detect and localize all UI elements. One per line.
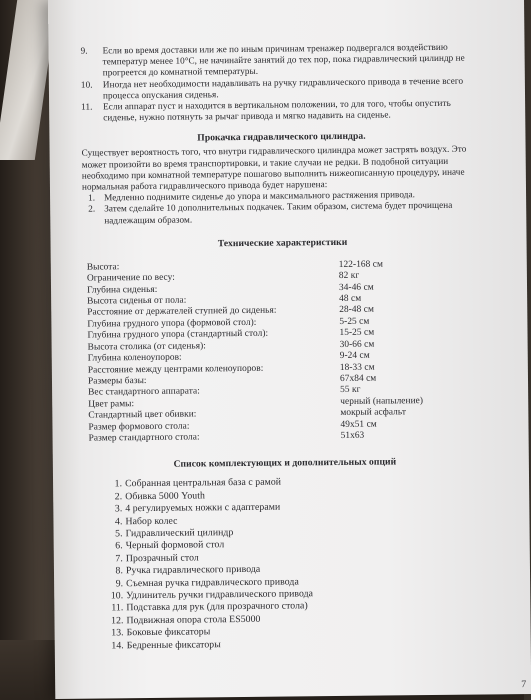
option-number: 3. [114, 503, 123, 515]
option-text: Черный формовой стол [125, 539, 225, 552]
note-text: Иногда нет необходимости надавливать на ручку гидравлического привода в течение всего процесса опускания сиденья. [102, 75, 464, 101]
note-number: 11. [81, 101, 93, 112]
option-text: Гидравлический цилиндр [125, 527, 234, 540]
spec-value: 18-33 см [339, 362, 375, 373]
page-number: 7 [521, 679, 527, 691]
spec-label: Расстояние от держателей ступней до сиденья: [87, 306, 277, 319]
note-number: 10. [80, 79, 93, 90]
spec-label: Расстояние между центрами коленоупоров: [87, 363, 264, 376]
note-item [81, 97, 481, 124]
options-list [85, 475, 487, 653]
spec-value: 49x51 см [340, 419, 377, 430]
spec-label: Ограничение по весу: [86, 272, 175, 284]
option-text: 4 регулируемых ножки с адаптерами [125, 501, 281, 515]
option-number: 5. [115, 528, 123, 540]
option-text: Бедренные фиксаторы [126, 638, 221, 651]
option-number: 14. [111, 639, 124, 651]
spec-value: 9-24 см [339, 350, 370, 362]
option-number: 10. [110, 590, 124, 602]
step-text: Затем сделайте 10 дополнительных подкачек. Таким образом, система будет прочищена надлежащим образом. [104, 200, 453, 226]
option-text: Ручка гидравлического привода [125, 563, 261, 577]
spec-label: Глубина сиденья: [86, 284, 158, 296]
spec-label: Высота сиденья от пола: [87, 295, 187, 307]
pump-steps-list [82, 189, 482, 227]
spec-value: 15-25 см [339, 327, 375, 339]
spec-label: Цвет рамы: [88, 398, 135, 410]
option-text: Подставка для рук (для прозрачного стола) [126, 600, 308, 614]
option-number: 6. [115, 540, 123, 552]
spec-value: 82 кг [338, 271, 360, 282]
spec-value: черный (напыление) [340, 395, 424, 407]
notes-list [80, 41, 481, 124]
spec-value: 34-46 см [338, 282, 374, 293]
step-item [82, 200, 482, 227]
note-item [80, 41, 480, 79]
spec-label: Вес стандартного аппарата: [88, 386, 200, 398]
step-number: 1. [88, 192, 96, 203]
option-text: Обивка 5000 Youth [125, 490, 206, 502]
spec-label: Глубина грудного упора (стандартный стол): [87, 328, 269, 341]
spec-label: Высота: [86, 262, 120, 273]
option-text: Подвижная опора стола ES5000 [126, 613, 261, 627]
note-text: Если аппарат пуст и находится в вертикальном положении, то для того, чтобы опустить сиденье, нужно потянуть за рычаг привода и мягко надавить на сиденье. [103, 97, 451, 123]
option-number: 12. [111, 615, 124, 627]
option-text: Прозрачный стол [125, 552, 199, 564]
specs-section-title: Технические характеристики [217, 236, 348, 250]
option-text: Боковые фиксаторы [126, 626, 211, 639]
option-number: 1. [114, 478, 123, 490]
note-number: 9. [80, 45, 88, 56]
option-text: Собранная центральная база с рамой [125, 476, 282, 490]
option-number: 13. [111, 627, 124, 639]
spec-value: 30-66 см [339, 339, 375, 350]
spec-label: Размер формового стола: [88, 421, 190, 433]
option-text: Набор колес [125, 515, 178, 527]
spec-label: Глубина коленоупоров: [87, 352, 182, 364]
spec-label: Глубина грудного упора (формовой стол): [87, 317, 257, 330]
spec-value: 55 кг [340, 385, 361, 396]
document-page [48, 0, 531, 699]
option-number: 9. [115, 577, 124, 589]
spec-label: Стандартный цвет обивки: [88, 409, 197, 421]
step-text: Медленно поднимите сиденье до упора и максимального растяжения привода. [104, 189, 415, 203]
note-text: Если во время доставки или же по иным причинам тренажер подвергался воздействию температур менее 10°С, не начинайте занятий до тех пор, пока гидравлический цилиндр не прогреется до комнатной температуры. [102, 41, 465, 78]
spec-label: Размеры базы: [87, 375, 147, 387]
spec-value: мокрый асфальт [340, 407, 407, 419]
options-section-title: Список комплектующих и дополнительных опций [173, 456, 397, 471]
step-number: 2. [88, 203, 96, 215]
spec-label: Размер стандартного стола: [88, 432, 200, 444]
option-number: 11. [111, 602, 124, 614]
option-number: 7. [115, 553, 123, 565]
pump-section-title: Прокачка гидравлического цилиндра. [197, 131, 366, 144]
option-number: 2. [114, 491, 123, 503]
spec-label: Высота столика (от сиденья): [87, 341, 206, 353]
spec-value: 67x84 см [339, 373, 377, 384]
option-text: Удлинитель ручки гидравлического привода [126, 588, 314, 602]
spec-value: 28-48 см [339, 305, 375, 316]
option-number: 4. [114, 515, 123, 527]
spec-value: 48 см [339, 293, 362, 305]
spec-value: 5-25 см [339, 316, 370, 327]
spec-value: 51x63 [340, 430, 365, 441]
specs-table [87, 258, 481, 445]
option-text: Съемная ручка гидравлического привода [126, 575, 299, 589]
pump-paragraph: Существует вероятность того, что внутри гидравлического цилиндра может застрять воздух. Это может произойти во время транспортировки, и такие случаи не редки. В подобной ситуации необходимо при комнатной температуре пошагово выполнить нижеописанную процедуру, иначе нормальная работа гидравлического привода будет нарушена: [81, 144, 467, 192]
option-number: 8. [115, 565, 124, 577]
page-content [80, 41, 486, 652]
spec-value: 122-168 см [338, 259, 384, 270]
